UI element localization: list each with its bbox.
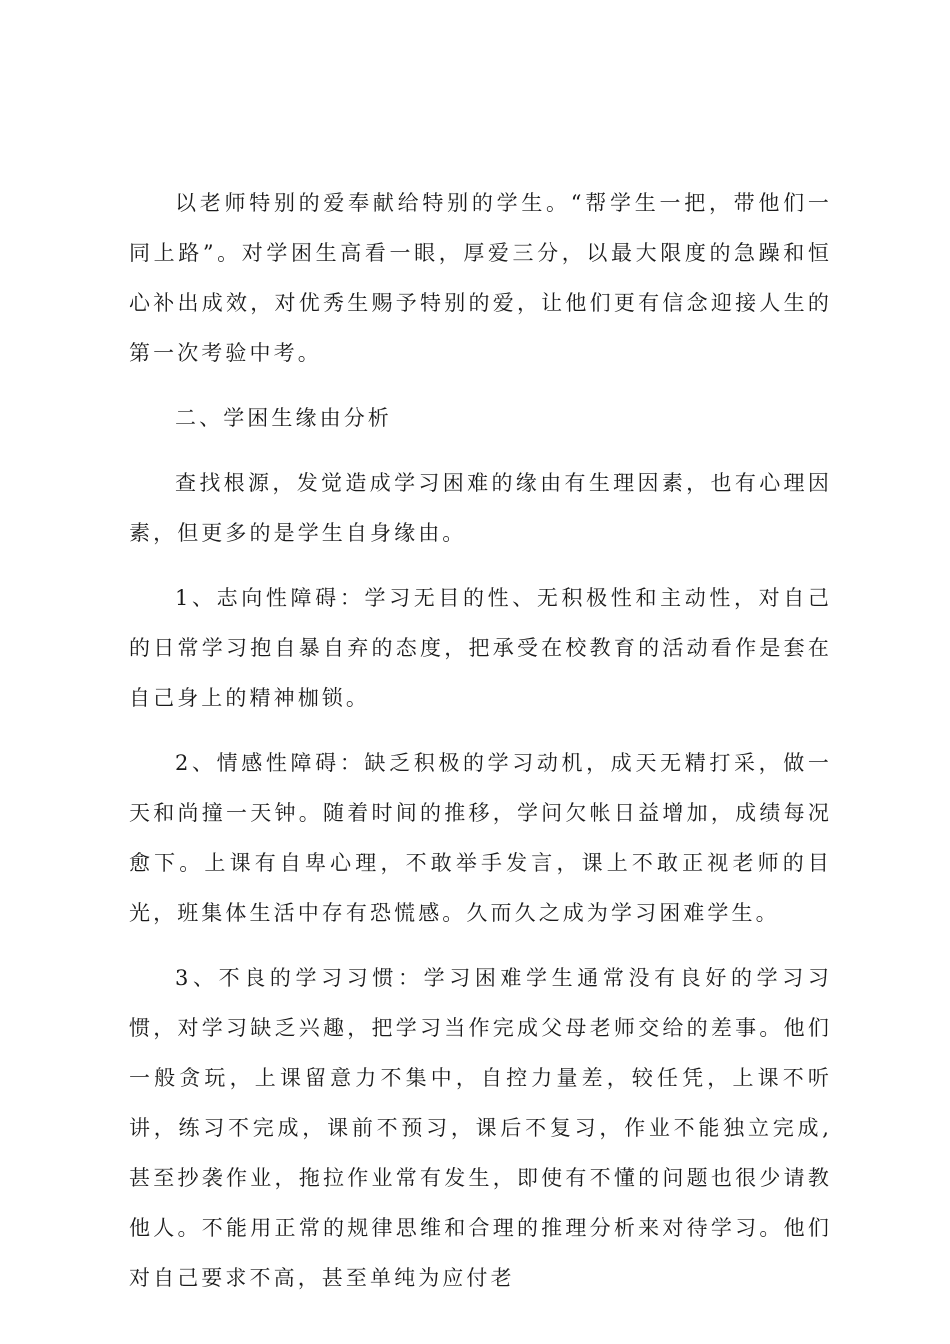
paragraph-intro: 以老师特别的爱奉献给特别的学生。“帮学生一把，带他们一同上路”。对学困生高看一眼，厚爱三分，以最大限度的急躁和恒心补出成效，对优秀生赐予特别的爱，让他们更有信念迎接人生的第一次考验中考。 <box>129 191 832 365</box>
document-body <box>129 178 832 1318</box>
section-heading: 二、学困生缘由分析 <box>175 406 392 430</box>
paragraph-item-3: 3、不良的学习习惯：学习困难学生通常没有良好的学习习惯，对学习缺乏兴趣，把学习当作完成父母老师交给的差事。他们一般贪玩，上课留意力不集中，自控力量差，较任凭，上课不听讲，练习不完成，课前不预习，课后不复习，作业不能独立完成,甚至抄袭作业，拖拉作业常有发生，即使有不懂的问题也很少请教他人。不能用正常的规律思维和合理的推理分析来对待学习。他们对自己要求不高，甚至单纯为应付老 <box>129 966 832 1290</box>
paragraph-item-2: 2、情感性障碍：缺乏积极的学习动机，成天无精打采，做一天和尚撞一天钟。随着时间的推移，学问欠帐日益增加，成绩每况愈下。上课有自卑心理，不敢举手发言，课上不敢正视老师的目光，班集体生活中存有恐慌感。久而久之成为学习困难学生。 <box>129 751 832 925</box>
paragraph-root-cause: 查找根源，发觉造成学习困难的缘由有生理因素，也有心理因素，但更多的是学生自身缘由。 <box>129 471 832 545</box>
paragraph-item-1: 1、志向性障碍：学习无目的性、无积极性和主动性，对自己的日常学习抱自暴自弃的态度，把承受在校教育的活动看作是套在自己身上的精神枷锁。 <box>129 586 832 710</box>
